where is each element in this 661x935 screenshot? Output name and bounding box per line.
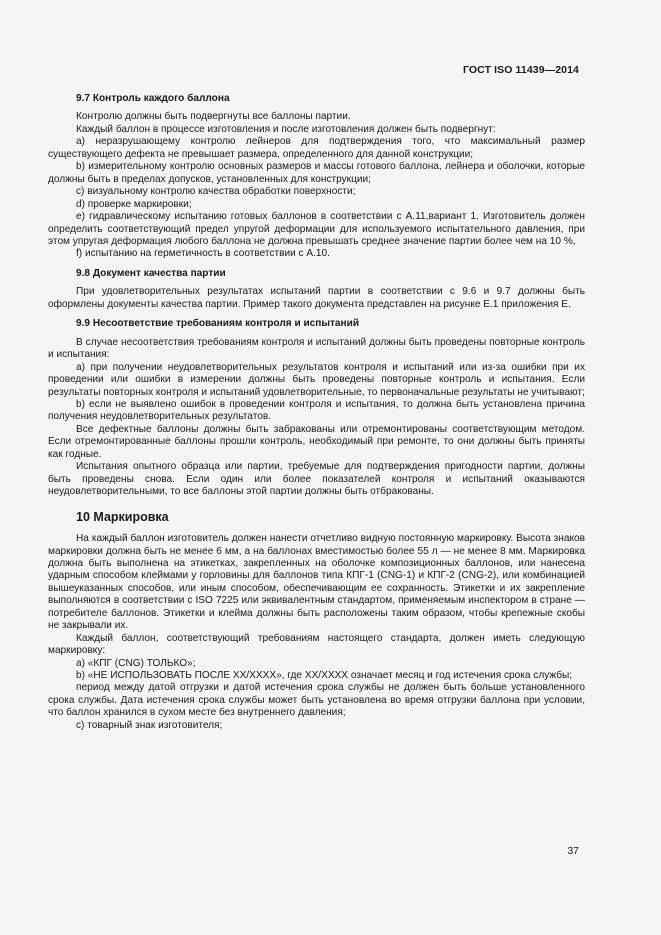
list-item-a: a) «КПГ (CNG) ТОЛЬКО»; xyxy=(76,657,196,669)
paragraph: период между датой отгрузки и датой истечения срока службы не должен быть больше установленного срока службы. Дата истечения срока службы может быть установлена во время отгрузки баллона при условии, что баллон хранился в сухом месте без внутреннего давления; xyxy=(48,682,585,719)
paragraph: Контролю должны быть подвергнуты все баллоны партии. xyxy=(76,111,351,123)
list-item-f: f) испытанию на герметичность в соответствии с А.10. xyxy=(76,248,330,260)
paragraph: При удовлетворительных результатах испытаний партии в соответствии с 9.6 и 9.7 должны быть оформлены документы качества партии. Пример такого документа представлен на рисунке Е.1 приложения Е. xyxy=(48,286,585,310)
list-item-c: c) товарный знак изготовителя; xyxy=(76,719,223,731)
paragraph: Каждый баллон, соответствующий требованиям настоящего стандарта, должен иметь следующую маркировку: xyxy=(48,632,585,657)
paragraph: Испытания опытного образца или партии, требуемые для подтверждения пригодности партии, должны быть проведены снова. Если один или более показателей контроля и испытаний оказываются неудовлетворительными, то все баллоны этой партии должны быть отбракованы. xyxy=(48,461,585,498)
section-9-9-title: 9.9 Несоответствие требованиям контроля и испытаний xyxy=(76,318,360,330)
paragraph: На каждый баллон изготовитель должен нанести отчетливо видную постоянную маркировку. Высота знаков маркировки должна быть не менее 6 мм, а на баллонах вместимостью более 55 л — не менее 8 мм. Маркировка должна быть выполнена на этикетках, закрепленных на оболочке композиционных баллонов, или нанесена ударным способом клеймами у горловины для баллонов типа КПГ-1 (CNG-1) и КПГ-2 (CNG-2), или комбинацией вышеуказанных способов, или иным способом, обеспечивающим ее сохранность. Этикетки и их закрепление выполняются в соответствии с ISO 7225 или эквивалентным стандартом, применяемым инспектором в стране — потребителе баллонов. Этикетки и клейма должны быть расположены таким образом, чтобы крепежные скобы не закрывали их. xyxy=(48,533,585,632)
list-item-a: a) при получении неудовлетворительных результатов контроля и испытаний или из-за ошибки при их проведении или ошибки в измерении должны быть проведены повторные контроль и испытания. Если результаты повторных контроля и испытаний удовлетворительные, то первоначальные результаты не учитывают; xyxy=(48,361,585,398)
section-9-7-title: 9.7 Контроль каждого баллона xyxy=(76,93,230,104)
list-item-b: b) если не выявлено ошибок в проведении контроля и испытания, то должна быть установлена причина получения неудовлетворительных результатов. xyxy=(48,398,585,423)
standard-code: ГОСТ ISO 11439—2014 xyxy=(462,64,579,76)
paragraph: Каждый баллон в процессе изготовления и после изготовления должен быть подвергнут: xyxy=(76,123,496,135)
paragraph: Все дефектные баллоны должны быть забракованы или отремонтированы соответствующим методом. Если отремонтированные баллоны прошли контроль, необходимый при ремонте, то они должны быть приняты как годные. xyxy=(48,423,585,460)
paragraph: В случае несоответствия требованиям контроля и испытаний должны быть проведены повторные контроль и испытания: xyxy=(48,336,585,361)
page-content xyxy=(48,93,585,732)
list-item-e: e) гидравлическому испытанию готовых баллонов в соответствии с А.11,вариант 1. Изготовитель должен определить соответствующий предел упругой деформации для используемого испытательного давления, при этом упругая деформация любого баллона не должна превышать среднее значение партии более чем на 10 %, xyxy=(48,211,585,247)
section-9-8-title: 9.8 Документ качества партии xyxy=(76,267,226,279)
list-item-a: a) неразрушающему контролю лейнеров для подтверждения того, что максимальный размер существующего дефекта не превышает размера, определенного для данной конструкции; xyxy=(48,136,585,160)
section-10-title: 10 Маркировка xyxy=(76,509,169,524)
list-item-b: b) измерительному контролю основных размеров и массы готового баллона, лейнера и оболочки, которые должны быть в пределах допусков, установленных для конструкции; xyxy=(48,161,585,185)
list-item-c: c) визуальному контролю качества обработки поверхности; xyxy=(76,186,356,198)
list-item-b: b) «НЕ ИСПОЛЬЗОВАТЬ ПОСЛЕ ХХ/ХХХХ», где ХХ/ХХХХ означает месяц и год истечения срока службы; xyxy=(76,670,573,682)
page-number: 37 xyxy=(567,845,579,857)
list-item-d: d) проверке маркировки; xyxy=(76,198,192,210)
